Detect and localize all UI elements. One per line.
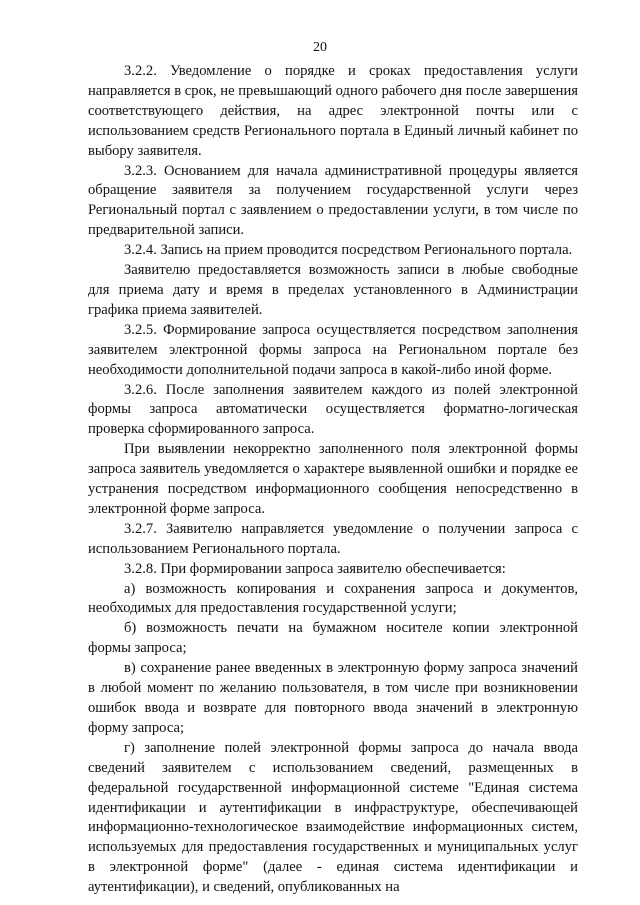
paragraph-3-2-2: 3.2.2. Уведомление о порядке и сроках предоставления услуги направляется в срок, не превышающий одного рабочего дня после завершения соответствующего действия, на адрес электронной почты или с использованием средств Регионального портала в Единый личный кабинет по выбору заявителя.	[88, 63, 578, 159]
paragraph-appointment-info: Заявителю предоставляется возможность записи в любые свободные для приема дату и время в пределах установленного в Администрации графика приема заявителей.	[88, 262, 578, 318]
paragraph-3-2-8: 3.2.8. При формировании запроса заявителю обеспечивается:	[124, 560, 506, 577]
list-item-g: г) заполнение полей электронной формы запроса до начала ввода сведений заявителем с использованием сведений, размещенных в федеральной государственной информационной системе "Единая система идентификации и аутентификации в инфраструктуре, обеспечивающей информационно-технологическое взаимодействие информационных систем, используемых для предоставления государственных и муниципальных услуг в электронной форме" (далее - единая система идентификации и аутентификации), и сведений, опубликованных на	[88, 739, 578, 896]
paragraph-error-notice: При выявлении некорректно заполненного поля электронной формы запроса заявитель уведомляется о характере выявленной ошибки и порядке ее устранения посредством информационного сообщения непосредственно в электронной форме запроса.	[88, 441, 578, 517]
paragraph-3-2-4: 3.2.4. Запись на прием проводится посредством Регионального портала.	[124, 242, 573, 259]
list-item-a: а) возможность копирования и сохранения запроса и документов, необходимых для предоставления государственной услуги;	[88, 580, 578, 617]
list-item-v: в) сохранение ранее введенных в электронную форму запроса значений в любой момент по желанию пользователя, в том числе при возникновении ошибок ввода и возврате для повторного ввода значений в электронную форму запроса;	[88, 660, 578, 736]
paragraph-3-2-7: 3.2.7. Заявителю направляется уведомление о получении запроса с использованием Регионального портала.	[88, 520, 578, 557]
paragraph-3-2-3: 3.2.3. Основанием для начала административной процедуры является обращение заявителя за получением государственной услуги через Региональный портал с заявлением о предоставлении услуги, в том числе по предварительной записи.	[88, 162, 578, 239]
list-item-b: б) возможность печати на бумажном носителе копии электронной формы запроса;	[88, 620, 578, 657]
document-body	[88, 62, 578, 898]
paragraph-3-2-5: 3.2.5. Формирование запроса осуществляется посредством заполнения заявителем электронной формы запроса на Региональном портале без необходимости дополнительной подачи запроса в какой-либо иной форме.	[88, 321, 578, 378]
paragraph-3-2-6: 3.2.6. После заполнения заявителем каждого из полей электронной формы запроса автоматически осуществляется форматно-логическая проверка сформированного запроса.	[88, 381, 578, 438]
page-number: 20	[313, 40, 327, 55]
